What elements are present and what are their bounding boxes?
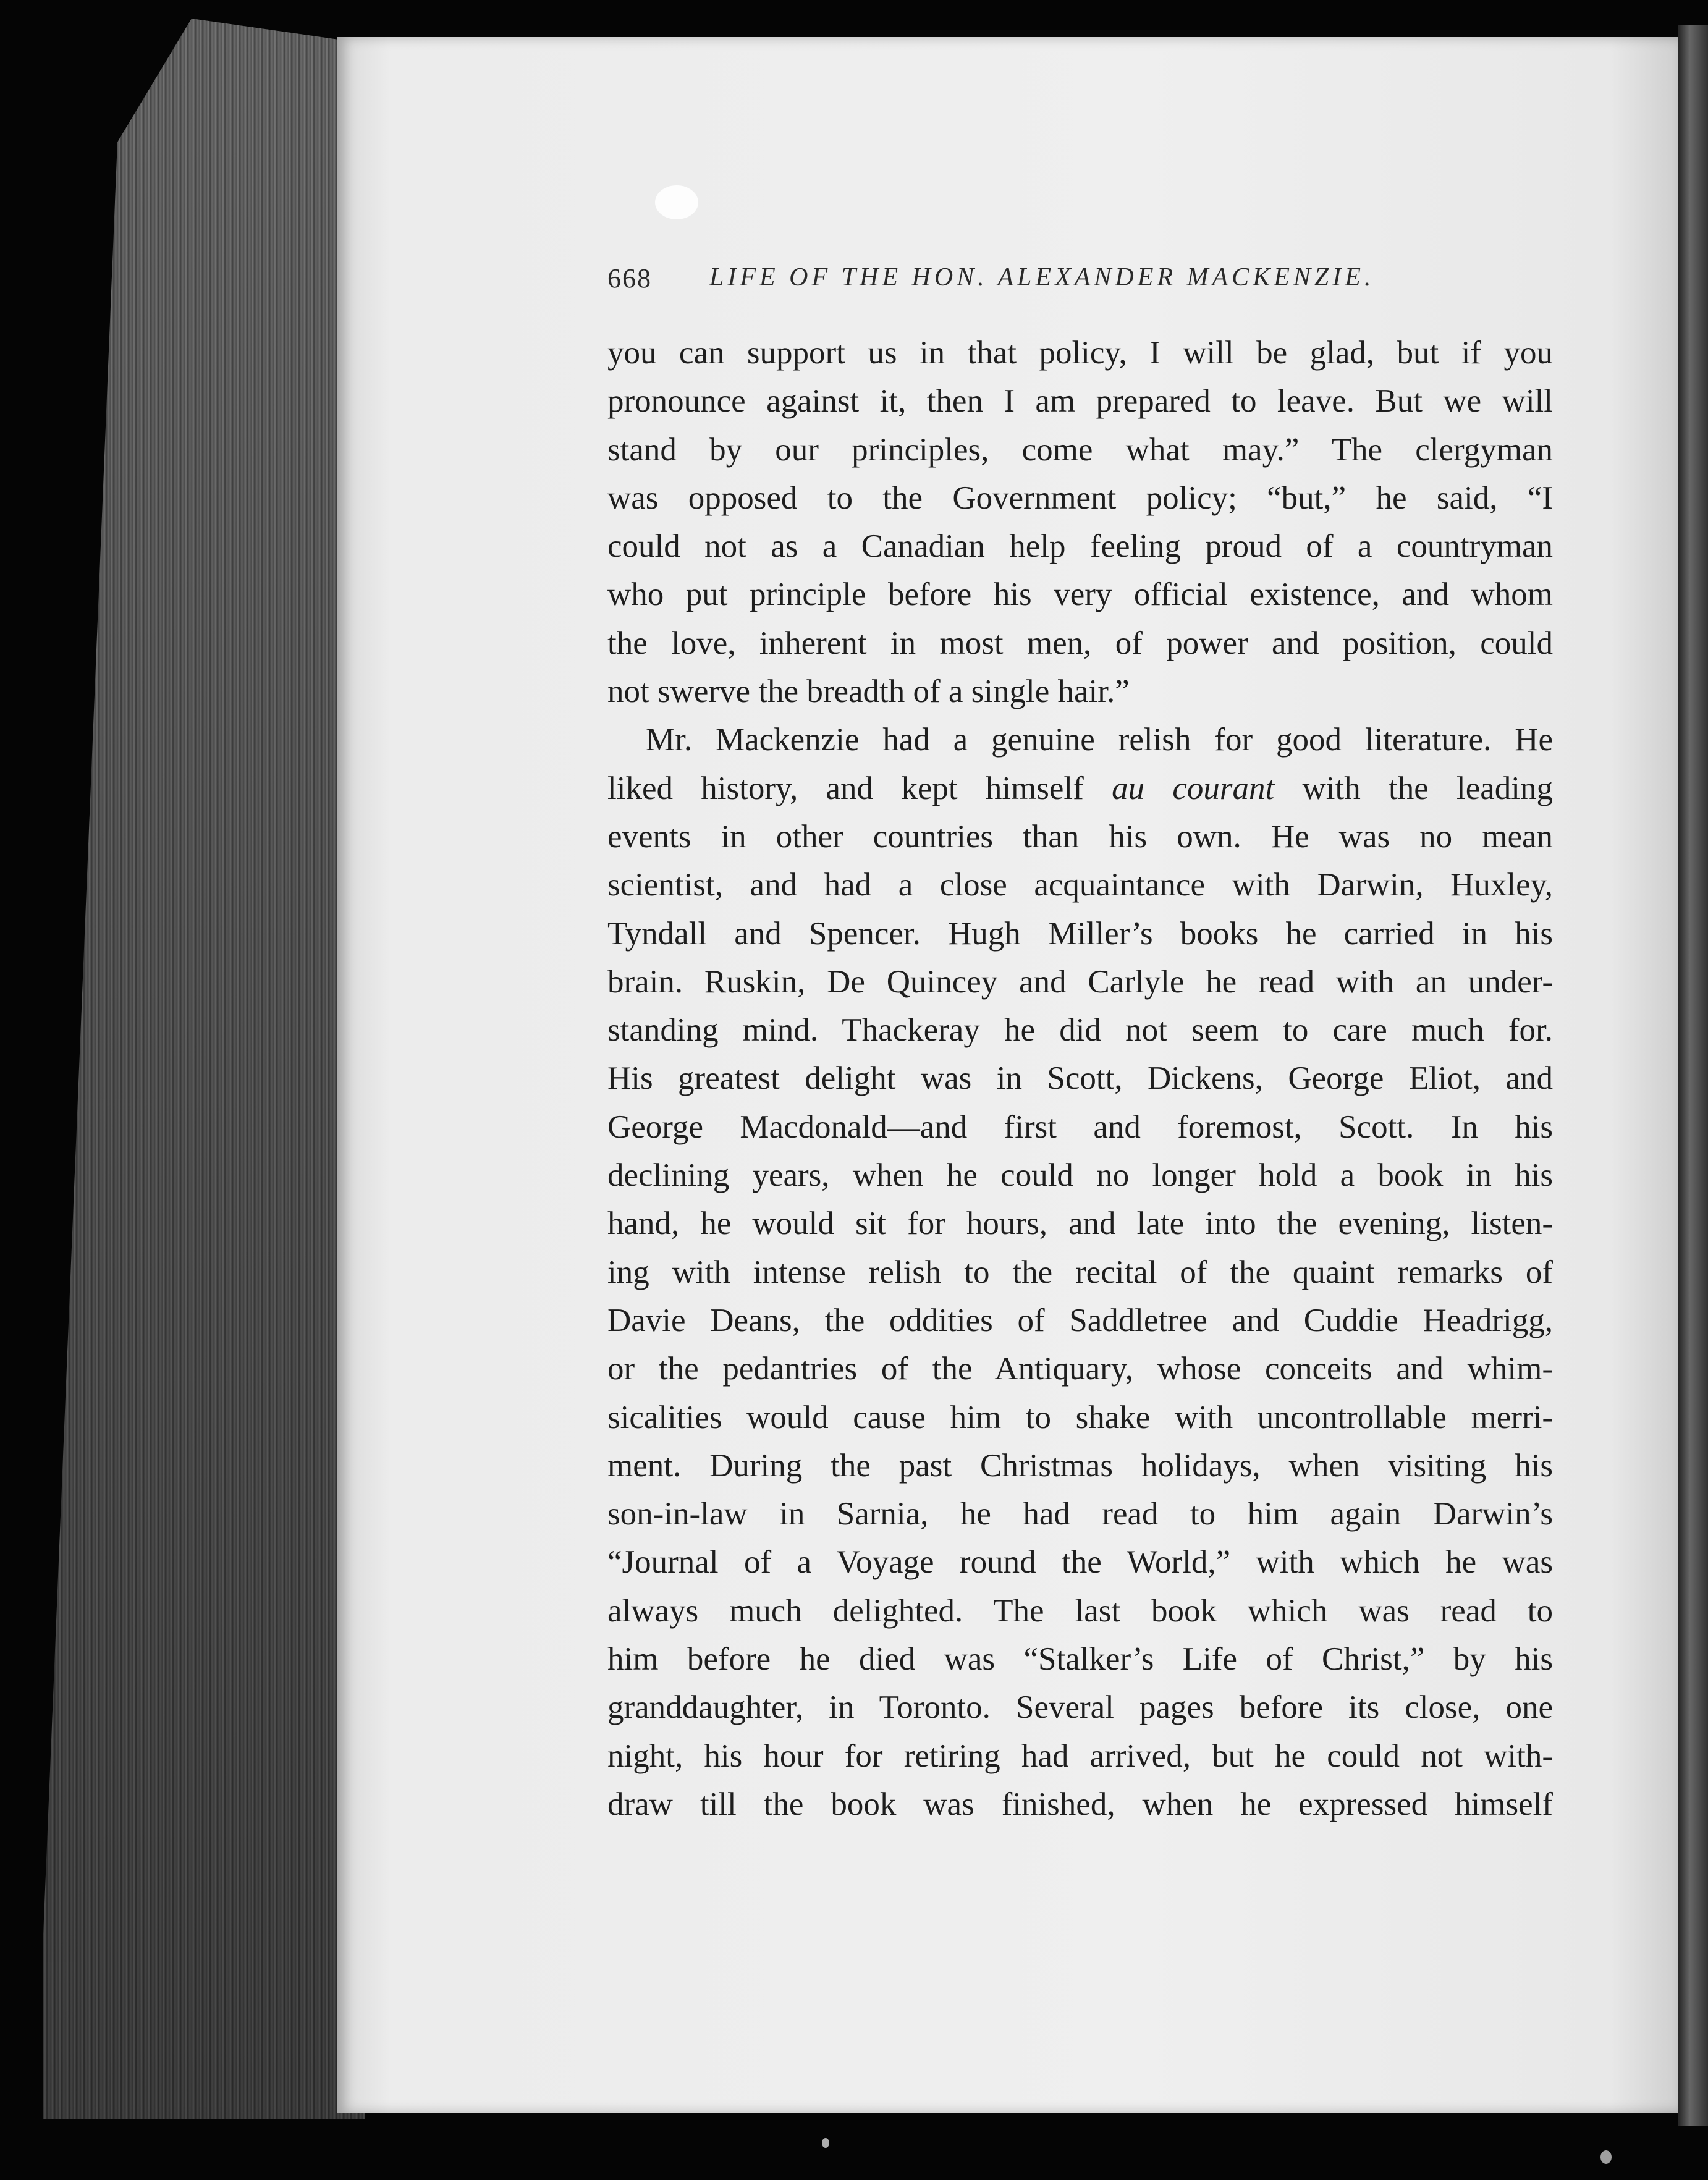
- text-line: stand by our principles, come what may.” The clergyman: [607, 431, 1553, 468]
- text-line: scientist, and had a close acquaintance with Darwin, Huxley,: [607, 867, 1553, 903]
- text-line: night, his hour for retiring had arrived, but he could not with-: [607, 1738, 1553, 1774]
- scan-speck: [822, 2138, 829, 2148]
- text-line: ing with intense relish to the recital of the quaint remarks of: [607, 1254, 1553, 1290]
- text-fragment: with the leading: [1302, 770, 1553, 806]
- text-line: you can support us in that policy, I will be glad, but if you: [607, 335, 1553, 371]
- page-number: 668: [607, 263, 652, 294]
- text-line: always much delighted. The last book which was read to: [607, 1592, 1553, 1629]
- text-line: brain. Ruskin, De Quincey and Carlyle he read with an under-: [607, 963, 1553, 1000]
- text-line: pronounce against it, then I am prepared to leave. But we will: [607, 383, 1553, 420]
- text-line: hand, he would sit for hours, and late into the evening, listen-: [607, 1206, 1553, 1242]
- book-page-edges: [43, 19, 365, 2119]
- text-line: standing mind. Thackeray he did not seem to care much for.: [607, 1012, 1553, 1049]
- scan-speck: [655, 185, 698, 219]
- text-line: or the pedantries of the Antiquary, whose conceits and whim-: [607, 1351, 1553, 1387]
- text-line: him before he died was “Stalker’s Life of Christ,” by his: [607, 1641, 1553, 1678]
- text-line: His greatest delight was in Scott, Dickens, George Eliot, and: [607, 1060, 1553, 1097]
- text-line: George Macdonald—and first and foremost, Scott. In his: [607, 1109, 1553, 1145]
- text-line-with-italic: [607, 764, 1553, 813]
- text-line: draw till the book was finished, when he expressed himself: [607, 1786, 1553, 1822]
- text-line: Davie Deans, the oddities of Saddletree and Cuddie Headrigg,: [607, 1302, 1553, 1338]
- scan-speck: [1600, 2150, 1612, 2164]
- text-line: ment. During the past Christmas holidays, when visiting his: [607, 1447, 1553, 1484]
- page-header: [607, 263, 1439, 306]
- text-line: Tyndall and Spencer. Hugh Miller’s books he carried in his: [607, 915, 1553, 952]
- text-line: could not as a Canadian help feeling proud of a countryman: [607, 528, 1553, 565]
- text-line: declining years, when he could no longer hold a book in his: [607, 1157, 1553, 1194]
- text-line: sicalities would cause him to shake with uncontrollable merri-: [607, 1399, 1553, 1435]
- text-line: not swerve the breadth of a single hair.”: [607, 674, 1130, 710]
- text-line: granddaughter, in Toronto. Several pages before its close, one: [607, 1689, 1553, 1726]
- text-line: “Journal of a Voyage round the World,” with which he was: [607, 1544, 1553, 1581]
- text-line: who put principle before his very official existence, and whom: [607, 577, 1553, 613]
- text-fragment: liked history, and kept himself: [607, 770, 1084, 806]
- scan-margin-strip: [1678, 25, 1708, 2126]
- body-text: [607, 329, 1553, 1828]
- text-line: was opposed to the Government policy; “but,” he said, “I: [607, 480, 1553, 516]
- text-line: Mr. Mackenzie had a genuine relish for good literature. He: [646, 722, 1553, 758]
- text-line: the love, inherent in most men, of power and position, could: [607, 625, 1553, 661]
- text-line: events in other countries than his own. He was no mean: [607, 818, 1553, 855]
- italic-phrase: au courant: [1112, 770, 1275, 806]
- text-line: son-in-law in Sarnia, he had read to him again Darwin’s: [607, 1496, 1553, 1532]
- running-head: LIFE OF THE HON. ALEXANDER MACKENZIE.: [709, 263, 1375, 292]
